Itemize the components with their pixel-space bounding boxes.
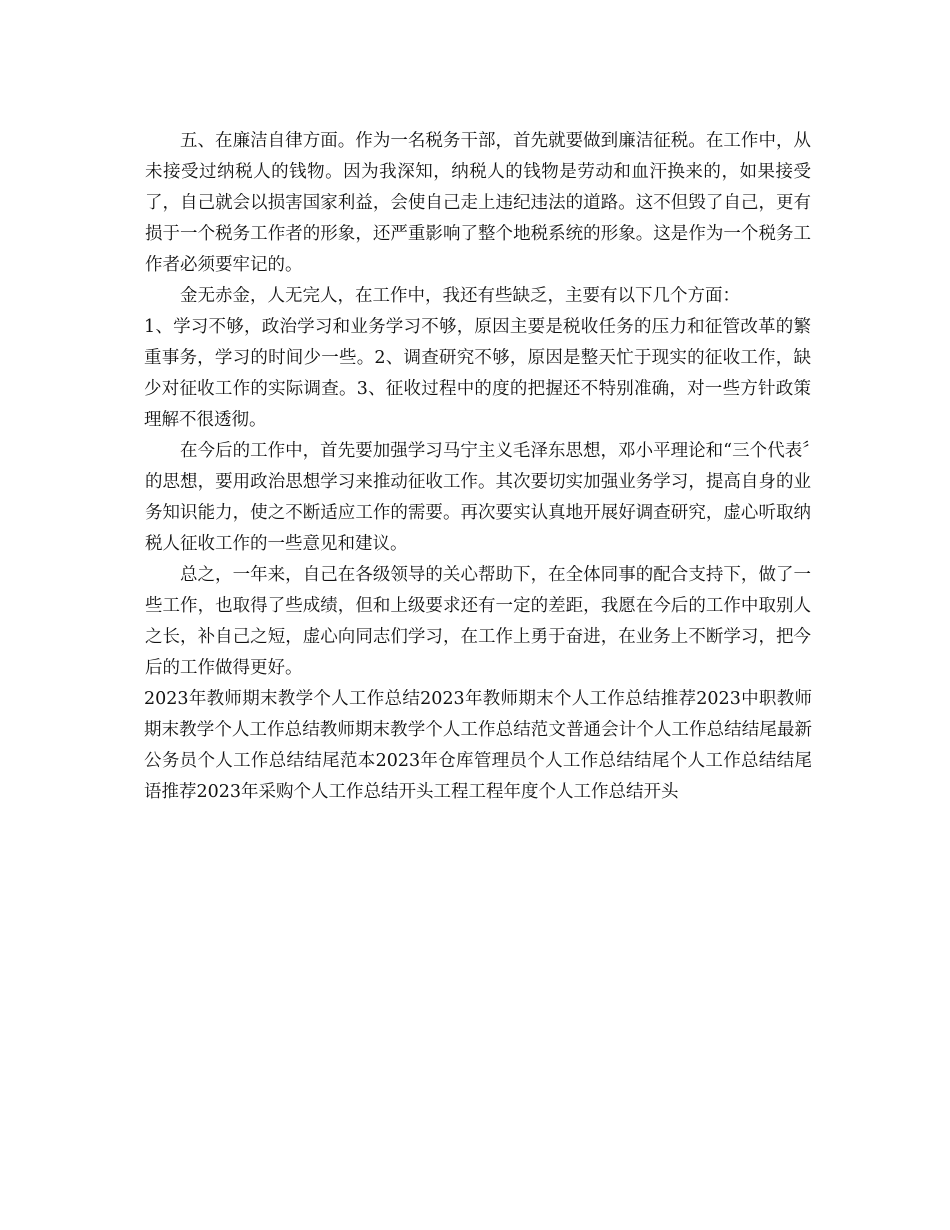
paragraph-future-plans: 在今后的工作中，首先要加强学习马宁主义毛泽东思想，邓小平理论和“三个代表〞的思想，要用政治思想学习来推动征收工作。其次要切实加强业务学习，提高自身的业务知识能力，使之不断适应工作的需要。再次要实认真地开展好调查研究，虚心听取纳税人征收工作的一些意见和建议。 <box>145 441 811 554</box>
related-articles-list: 2023年教师期末教学个人工作总结2023年教师期末个人工作总结推荐2023中职教师期末教学个人工作总结教师期末教学个人工作总结范文普通会计个人工作总结结尾最新公务员个人工作总结结尾范本2023年仓库管理员个人工作总结结尾个人工作总结结尾语推荐2023年采购个人工作总结开头工程工程年度个人工作总结开头 <box>144 689 812 802</box>
paragraph-shortcomings-list: 1、学习不够，政治学习和业务学习不够，原因主要是税收任务的压力和征管改革的繁重事务，学习的时间少一些。2、调查研究不够，原因是整天忙于现实的征收工作，缺少对征收工作的实际调查。3、征收过程中的度的把握还不特别准确，对一些方针政策理解不很透彻。 <box>144 317 811 430</box>
document-page <box>144 126 812 802</box>
paragraph-integrity: 五、在廉洁自律方面。作为一名税务干部，首先就要做到廉洁征税。在工作中，从未接受过纳税人的钱物。因为我深知，纳税人的钱物是劳动和血汗换来的，如果接受了，自己就会以损害国家利益，会使自己走上违纪违法的道路。这不但毁了自己，更有损于一个税务工作者的形象，还严重影响了整个地税系统的形象。这是作为一个税务工作者必须要牢记的。 <box>145 131 811 275</box>
paragraph-conclusion: 总之，一年来，自己在各级领导的关心帮助下，在全体同事的配合支持下，做了一些工作，也取得了些成绩，但和上级要求还有一定的差距，我愿在今后的工作中取别人之长，补自己之短，虚心向同志们学习，在工作上勇于奋进，在业务上不断学习，把今后的工作做得更好。 <box>145 565 811 678</box>
paragraph-shortcomings-intro: 金无赤金，人无完人，在工作中，我还有些缺乏，主要有以下几个方面： <box>180 286 740 306</box>
